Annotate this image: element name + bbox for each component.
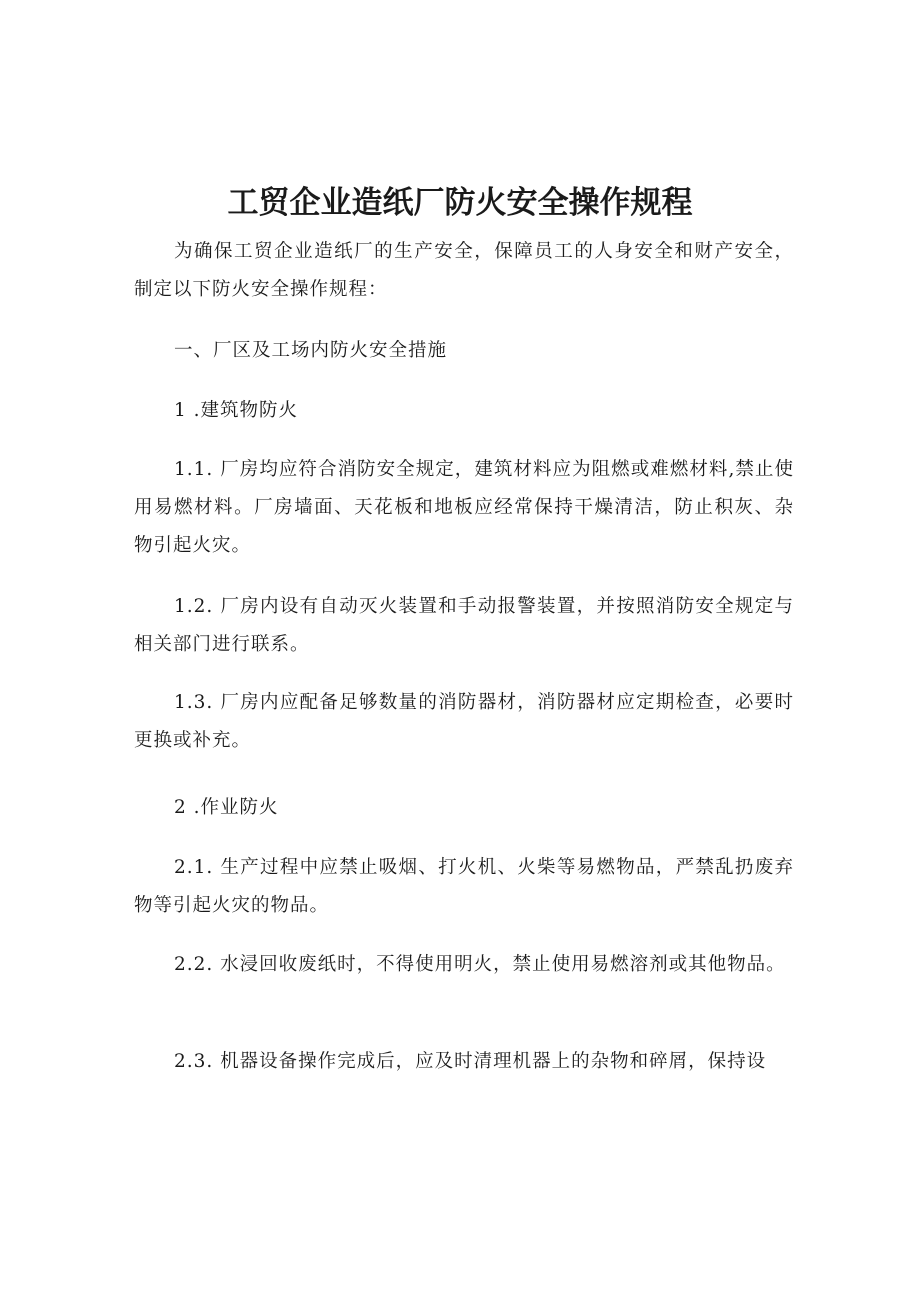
subsection-heading-1: 1 .建筑物防火 [174, 400, 299, 421]
paragraph-1-3: 1.3. 厂房内应配备足够数量的消防器材，消防器材应定期检查，必要时更换或补充。 [134, 692, 794, 751]
paragraph-2-3: 2.3. 机器设备操作完成后，应及时清理机器上的杂物和碎屑，保持设 [174, 1051, 767, 1072]
paragraph-1-2: 1.2. 厂房内设有自动灭火装置和手动报警装置，并按照消防安全规定与相关部门进行联系。 [134, 596, 794, 655]
document-title: 工贸企业造纸厂防火安全操作规程 [227, 185, 693, 221]
paragraph-1-1: 1.1. 厂房均应符合消防安全规定，建筑材料应为阻燃或难燃材料,禁止使用易燃材料。厂房墙面、天花板和地板应经常保持干燥清洁，防止积灰、杂物引起火灾。 [134, 459, 794, 556]
paragraph-2-2: 2.2. 水浸回收废纸时，不得使用明火，禁止使用易燃溶剂或其他物品。 [174, 954, 786, 975]
subsection-heading-2: 2 .作业防火 [174, 797, 279, 818]
paragraph-2-1: 2.1. 生产过程中应禁止吸烟、打火机、火柴等易燃物品，严禁乱扔废弃物等引起火灾的物品。 [134, 857, 794, 916]
section-heading-1: 一、厂区及工场内防火安全措施 [174, 340, 448, 361]
intro-paragraph: 为确保工贸企业造纸厂的生产安全，保障员工的人身安全和财产安全，制定以下防火安全操作规程： [134, 241, 794, 300]
